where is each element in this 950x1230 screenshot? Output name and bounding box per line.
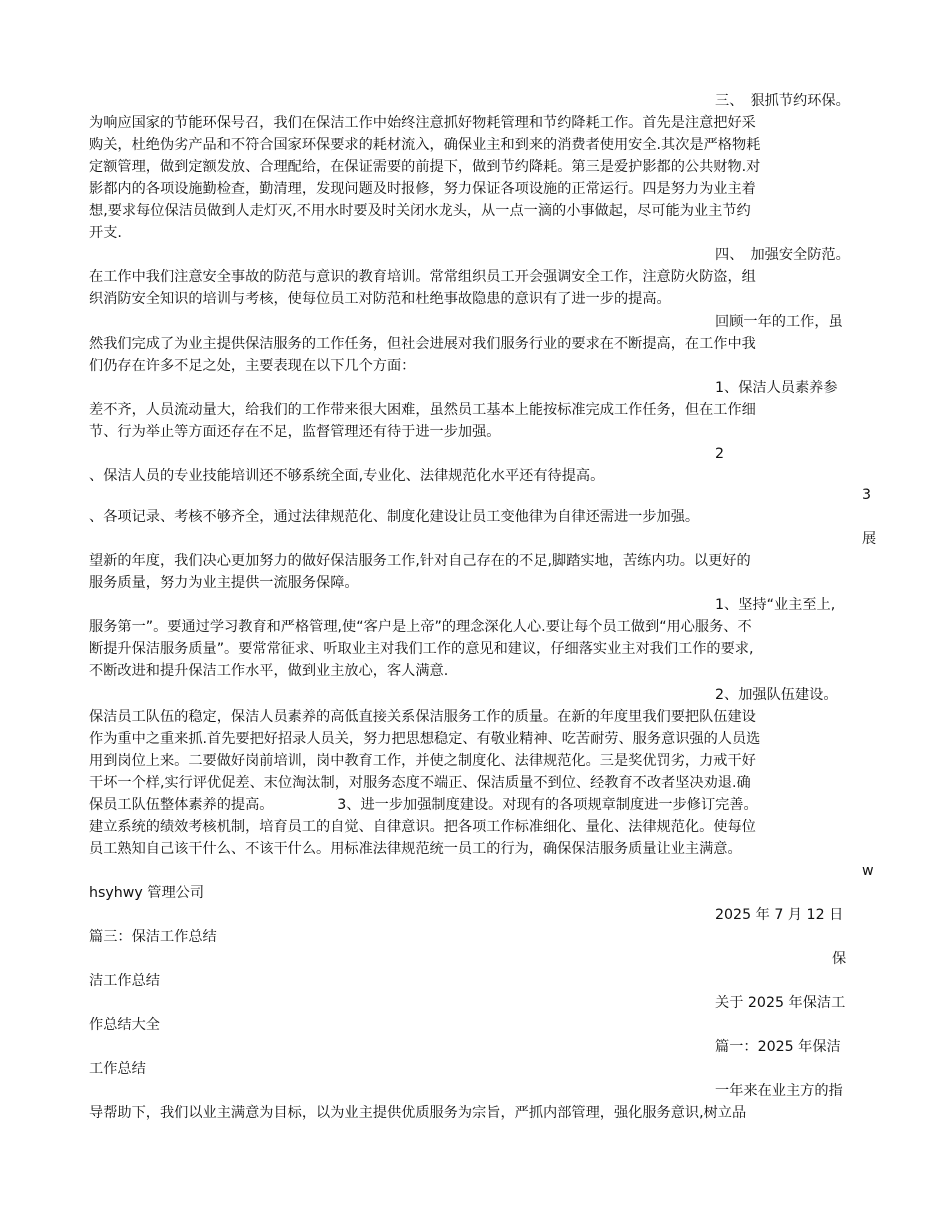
text-line: 展 — [862, 531, 877, 547]
date: 2025 年 7 月 12 日 — [715, 907, 844, 923]
text-line: 为响应国家的节能环保号召，我们在保洁工作中始终注意抓好物耗管理和节约降耗工作。首先是注意把好采 — [89, 115, 756, 131]
text-line: 干坏一个样,实行评优促差、末位淘汰制，对服务态度不端正、保洁质量不到位、经教育不改者坚决劝退.确 — [89, 775, 751, 791]
text-line: 望新的年度，我们决心更加努力的做好保洁服务工作,针对自己存在的不足,脚踏实地，苦练内功。以更好的 — [89, 553, 751, 569]
text-line: 影都内的各项设施勤检查，勤清理，发现问题及时报修，努力保证各项设施的正常运行。四是努力为业主着 — [89, 181, 756, 197]
section-heading: 三、 狠抓节约环保。 — [715, 93, 850, 109]
text-line: 员工熟知自己该干什么、不该干什么。用标准法律规范统一员工的行为，确保保洁服务质量让业主满意。 — [89, 841, 742, 857]
text-line: 保员工队伍整体素养的提高。 3、进一步加强制度建设。对现有的各项规章制度进一步修订完善。 — [89, 797, 758, 813]
text-line: 然我们完成了为业主提供保洁服务的工作任务，但社会进展对我们服务行业的要求在不断提高，在工作中我 — [89, 336, 756, 352]
list-number: 3 — [862, 487, 872, 503]
text-line: 节、行为举止等方面还存在不足，监督管理还有待于进一步加强。 — [89, 424, 501, 440]
text-line: 回顾一年的工作，虽 — [715, 314, 843, 330]
text-line: 们仍存在许多不足之处，主要表现在以下几个方面： — [89, 358, 416, 374]
list-number: 2 — [715, 446, 725, 462]
text-line: 建立系统的绩效考核机制，培育员工的自觉、自律意识。把各项工作标准细化、量化、法律规范化。使每位 — [89, 819, 756, 835]
text-line: 作总结大全 — [89, 1017, 160, 1033]
text-line: 断提升保洁服务质量”。要常常征求、听取业主对我们工作的意见和建议，仔细落实业主对我们工作的要求, — [89, 641, 754, 657]
text-line: 1、坚持“业主至上, — [715, 597, 836, 613]
company-name: hsyhwy 管理公司 — [89, 885, 205, 901]
section-heading: 四、 加强安全防范。 — [715, 247, 850, 263]
text-line: 1、保洁人员素养参 — [715, 380, 838, 396]
text-line: 2、加强队伍建设。 — [715, 687, 838, 703]
text-line: 保洁员工队伍的稳定，保洁人员素养的高低直接关系保洁服务工作的质量。在新的年度里我们要把队伍建设 — [89, 709, 756, 725]
text-line: 开支. — [89, 225, 122, 241]
text-line: 导帮助下，我们以业主满意为目标，以为业主提供优质服务为宗旨，严抓内部管理，强化服务意识,树立品 — [89, 1105, 747, 1121]
text-line: 保 — [832, 951, 847, 967]
text-line: 洁工作总结 — [89, 973, 160, 989]
text-line: 工作总结 — [89, 1061, 146, 1077]
text-line: 、各项记录、考核不够齐全，通过法律规范化、制度化建设让员工变他律为自律还需进一步加强。 — [89, 509, 700, 525]
text-line: 、保洁人员的专业技能培训还不够系统全面,专业化、法律规范化水平还有待提高。 — [89, 468, 605, 484]
text-line: 作为重中之重来抓.首先要把好招录人员关，努力把思想稳定、有敬业精神、吃苦耐劳、服务意识强的人员选 — [89, 731, 761, 747]
text-line: w — [862, 863, 874, 879]
chapter-title: 篇三：保洁工作总结 — [89, 929, 217, 945]
text-line: 差不齐，人员流动量大，给我们的工作带来很大困难，虽然员工基本上能按标准完成工作任务，但在工作细 — [89, 402, 756, 418]
text-line: 在工作中我们注意安全事故的防范与意识的教育培训。常常组织员工开会强调安全工作，注意防火防盗，组 — [89, 269, 756, 285]
text-line: 不断改进和提升保洁工作水平，做到业主放心，客人满意. — [89, 663, 449, 679]
text-line: 服务第一”。要通过学习教育和严格管理,使“客户是上帝”的理念深化人心.要让每个员工做到“用心服务、不 — [89, 619, 752, 635]
text-line: 篇一：2025 年保洁 — [715, 1039, 841, 1055]
text-line: 一年来在业主方的指 — [715, 1083, 843, 1099]
text-line: 织消防安全知识的培训与考核，使每位员工对防范和杜绝事故隐患的意识有了进一步的提高。 — [89, 291, 671, 307]
text-line: 定额管理，做到定额发放、合理配给，在保证需要的前提下，做到节约降耗。第三是爱护影都的公共财物.对 — [89, 159, 761, 175]
text-line: 关于 2025 年保洁工 — [715, 995, 846, 1011]
text-line: 用到岗位上来。二要做好岗前培训，岗中教育工作，并使之制度化、法律规范化。三是奖优罚劣，力戒干好 — [89, 753, 756, 769]
text-line: 服务质量，努力为业主提供一流服务保障。 — [89, 575, 359, 591]
text-line: 想,要求每位保洁员做到人走灯灭,不用水时要及时关闭水龙头，从一点一滴的小事做起，尽可能为业主节约 — [89, 203, 751, 219]
text-line: 购关，杜绝伪劣产品和不符合国家环保要求的耗材流入，确保业主和到来的消费者使用安全.其次是严格物耗 — [89, 137, 761, 153]
